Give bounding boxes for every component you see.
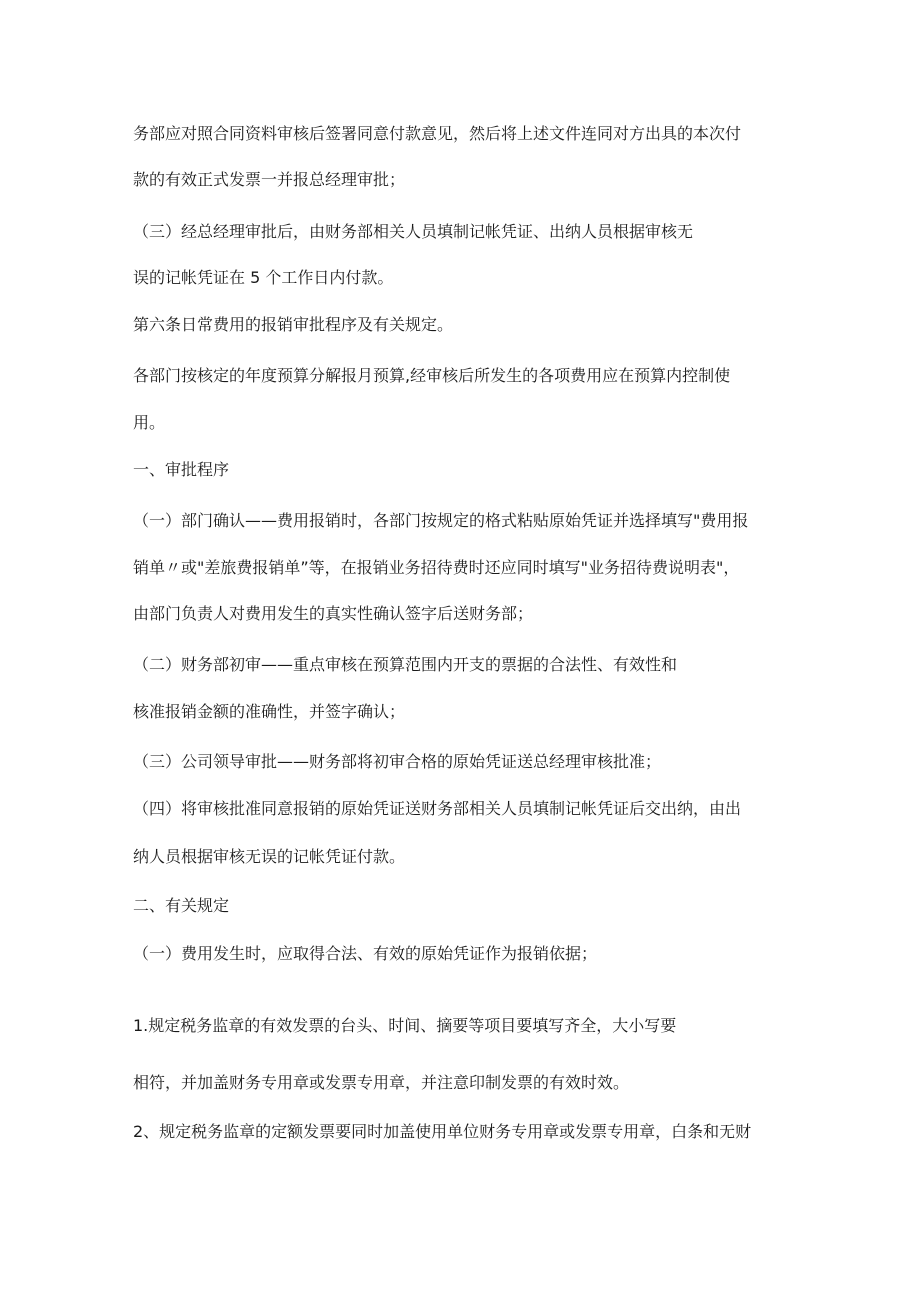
text-line: 由部门负责人对费用发生的真实性确认签字后送财务部； (133, 604, 534, 623)
text-line: （四）将审核批准同意报销的原始凭证送财务部相关人员填制记帐凭证后交出纳，由出 (133, 799, 742, 818)
text-line: （一）部门确认——费用报销时，各部门按规定的格式粘贴原始凭证并选择填写"费用报 (133, 511, 749, 530)
text-line: 务部应对照合同资料审核后签署同意付款意见，然后将上述文件连同对方出具的本次付 (133, 124, 742, 143)
subsection-heading: 二、有关规定 (133, 896, 230, 915)
text-line: 用。 (133, 413, 166, 432)
text-line: 款的有效正式发票一并报总经理审批； (133, 170, 406, 189)
subsection-heading: 一、审批程序 (133, 460, 230, 479)
text-line: 1.规定税务监章的有效发票的台头、时间、摘要等项目要填写齐全，大小写要 (133, 1016, 677, 1035)
text-line: （三）公司领导审批——财务部将初审合格的原始凭证送总经理审核批准； (133, 752, 662, 771)
text-line: 纳人员根据审核无误的记帐凭证付款。 (133, 847, 406, 866)
text-line: 销单〃或"差旅费报销单”等，在报销业务招待费时还应同时填写"业务招待费说明表"， (133, 558, 740, 577)
text-line: 核准报销金额的准确性，并签字确认； (133, 702, 406, 721)
text-line: （二）财务部初审——重点审核在预算范围内开支的票据的合法性、有效性和 (133, 655, 678, 674)
text-line: 误的记帐凭证在 5 个工作日内付款。 (133, 268, 394, 287)
text-line: （三）经总经理审批后，由财务部相关人员填制记帐凭证、出纳人员根据审核无 (133, 222, 694, 241)
text-line: （一）费用发生时，应取得合法、有效的原始凭证作为报销依据； (133, 944, 598, 963)
text-line: 各部门按核定的年度预算分解报月预算,经审核后所发生的各项费用应在预算内控制使 (133, 366, 731, 385)
text-line: 2、规定税务监章的定额发票要同时加盖使用单位财务专用章或发票专用章，白条和无财 (133, 1122, 752, 1141)
text-line: 相符，并加盖财务专用章或发票专用章，并注意印制发票的有效时效。 (133, 1073, 630, 1092)
section-heading: 第六条日常费用的报销审批程序及有关规定。 (133, 315, 454, 334)
